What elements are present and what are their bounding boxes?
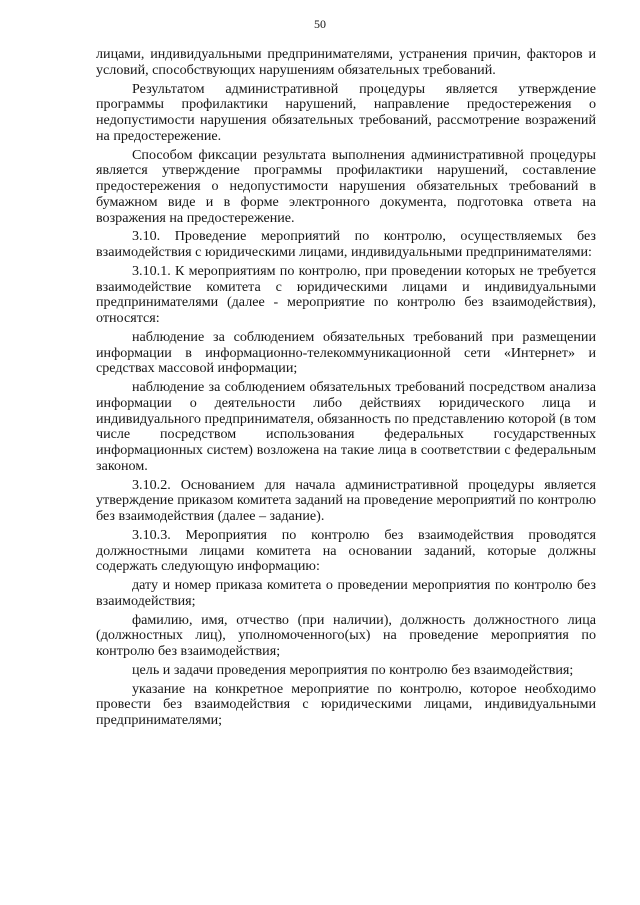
page-number: 50 bbox=[314, 17, 326, 31]
paragraph: Результатом административной процедуры является утверждение программы профилактики нарушений, направление предостережения о недопустимости нарушения обязательных требований, рассмотрение возражений на предостережение. bbox=[96, 80, 596, 144]
list-item: дату и номер приказа комитета о проведении мероприятия по контролю без взаимодействия; bbox=[96, 577, 596, 609]
document-body bbox=[96, 47, 596, 732]
list-item: фамилию, имя, отчество (при наличии), должность должностного лица (должностных лиц), уполномоченного(ых) на проведение мероприятия по контролю без взаимодействия; bbox=[96, 611, 596, 659]
list-item: наблюдение за соблюдением обязательных требований посредством анализа информации о деятельности либо действиях юридического лица и индивидуального предпринимателя, обязанность по представлению которой (в том числе посредством использования федеральных государственных информационных систем) возложена на такие лица в соответствии с федеральным законом. bbox=[96, 379, 596, 474]
paragraph: лицами, индивидуальными предпринимателями, устранения причин, факторов и условий, способствующих нарушениям обязательных требований. bbox=[96, 46, 596, 78]
paragraph: Способом фиксации результата выполнения административной процедуры является утверждение программы профилактики нарушений, составление предостережения о недопустимости нарушения обязательных требований в бумажном виде и в форме электронного документа, подготовка ответа на возражения на предостережение. bbox=[96, 146, 596, 226]
section-heading: 3.10. Проведение мероприятий по контролю, осуществляемых без взаимодействия с юридическими лицами, индивидуальными предпринимателями: bbox=[96, 228, 596, 260]
subsection-paragraph: 3.10.1. К мероприятиям по контролю, при проведении которых не требуется взаимодействие комитета с юридическими лицами и индивидуальными предпринимателями (далее - мероприятие по контролю без взаимодействия), относятся: bbox=[96, 262, 596, 326]
subsection-paragraph: 3.10.3. Мероприятия по контролю без взаимодействия проводятся должностными лицами комитета на основании заданий, которые должны содержать следующую информацию: bbox=[96, 526, 596, 575]
list-item: цель и задачи проведения мероприятия по контролю без взаимодействия; bbox=[132, 661, 574, 678]
list-item: указание на конкретное мероприятие по контролю, которое необходимо провести без взаимодействия с юридическими лицами, индивидуальными предпринимателями; bbox=[96, 680, 596, 728]
subsection-paragraph: 3.10.2. Основанием для начала административной процедуры является утверждение приказом комитета заданий на проведение мероприятий по контролю без взаимодействия (далее – задание). bbox=[96, 476, 596, 524]
list-item: наблюдение за соблюдением обязательных требований при размещении информации в информационно-телекоммуникационной сети «Интернет» и средствах массовой информации; bbox=[96, 328, 596, 377]
